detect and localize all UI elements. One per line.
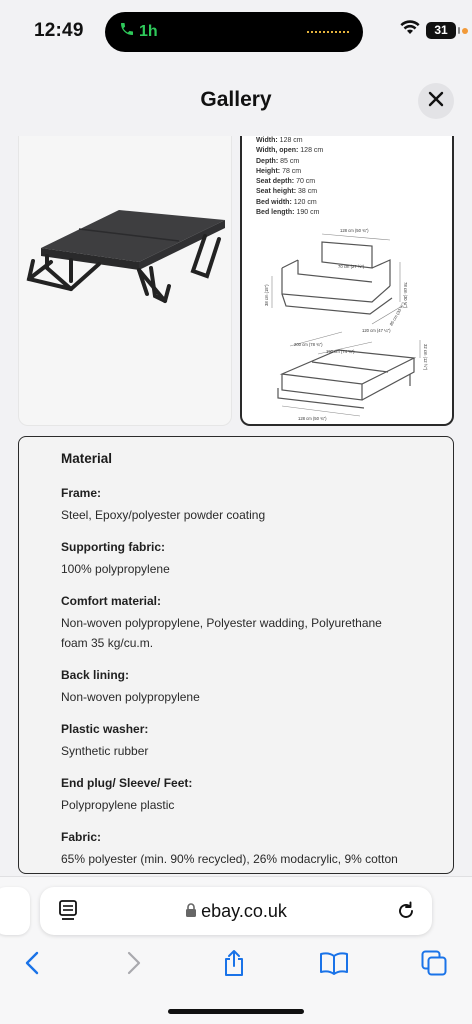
material-label: Plastic washer: [61,722,149,736]
material-heading: Material [61,451,113,466]
material-value: Synthetic rubber [61,744,149,758]
page-title: Gallery [200,88,272,111]
material-section-supporting-fabric [61,540,411,579]
share-button[interactable] [216,947,252,983]
material-label: Supporting fabric: [61,540,165,554]
gallery-header [0,64,472,136]
spec-line: Depth: 85 cm [256,157,300,165]
gallery-thumbnail-photo[interactable] [18,136,232,426]
close-button[interactable] [418,83,454,119]
material-section-comfort-material [61,594,411,653]
spec-line: Width, open: 128 cm [256,147,324,155]
clock: 12:49 [34,20,84,41]
browser-toolbar [0,947,472,987]
diagram-label-frame-width: 128 cm (50 ¾") [298,416,327,421]
tabs-icon [421,950,447,981]
material-label: Fabric: [61,830,102,844]
book-icon [319,951,349,980]
diagram-label-bed-length: 190 cm (74 ¾") [326,349,355,354]
material-value: Steel, Epoxy/polyester powder coating [61,508,266,522]
diagram-label-bed-length-outer: 200 cm (78 ¾") [294,342,323,347]
material-label: Back lining: [61,668,130,682]
spec-line: Seat depth: 70 cm [256,178,316,186]
diagram-label-seat-height: 38 cm (15") [264,284,269,306]
phone-icon [119,21,135,42]
material-value: 100% polypropylene [61,562,170,576]
url-text: ebay.co.uk [201,901,287,921]
privacy-dot [462,28,468,34]
spec-line: Bed width: 120 cm [256,198,317,206]
spec-line: Width: 128 cm [256,137,303,144]
material-section-end-plug [61,776,411,815]
audio-waveform-icon [307,31,349,33]
material-label: End plug/ Sleeve/ Feet: [61,776,193,790]
browser-bar [0,876,472,1024]
material-section-plastic-washer [61,722,411,761]
diagram-label-top-width: 128 cm (50 ¾") [340,228,369,233]
diagram-label-seat-depth: 70 cm (27 ½") [338,264,365,269]
diagram-label-depth: 85 cm (33 ½") [388,301,406,327]
call-duration: 1h [139,22,158,40]
chevron-left-icon [25,951,39,980]
share-icon [222,949,246,982]
diagram-label-bed-height: 32 cm (12 ½") [423,344,428,371]
dimension-diagram [242,136,454,426]
status-bar [0,0,472,64]
back-button[interactable] [14,947,50,983]
material-section-back-lining [61,668,411,707]
call-indicator[interactable] [119,21,158,42]
material-label: Comfort material: [61,594,162,608]
status-icons [400,20,456,40]
battery-icon: 31 [426,22,456,39]
material-section-frame [61,486,411,525]
dynamic-island[interactable] [105,12,363,52]
wifi-icon [400,20,420,40]
material-label: Frame: [61,486,102,500]
tabs-button[interactable] [416,947,452,983]
address-bar[interactable] [40,887,432,935]
forward-button[interactable] [116,947,152,983]
previous-tab-preview[interactable] [0,887,30,935]
url-display[interactable] [40,901,432,922]
spec-line: Seat height: 38 cm [256,188,318,196]
material-section-fabric [61,830,411,869]
diagram-label-bed-width: 120 cm (47 ¼") [362,328,391,333]
spec-line: Bed length: 190 cm [256,209,320,217]
material-value: Non-woven polypropylene, Polyester wadding, Polyurethane foam 35 kg/cu.m. [61,616,382,650]
bookmarks-button[interactable] [316,947,352,983]
gallery-thumbnail-dimensions[interactable] [240,136,454,426]
sofa-bed-image [19,136,232,426]
chevron-right-icon [127,951,141,980]
lock-icon [185,901,197,922]
material-value: Polypropylene plastic [61,798,175,812]
close-icon [428,91,444,112]
material-value: 65% polyester (min. 90% recycled), 26% modacrylic, 9% cotton [61,852,398,866]
reload-icon[interactable] [396,900,416,927]
material-value: Non-woven polypropylene [61,690,200,704]
home-indicator [168,1009,304,1014]
spec-line: Height: 78 cm [256,167,302,175]
material-card [18,436,454,874]
diagram-label-height: 78 cm (30 ¾") [403,282,408,309]
